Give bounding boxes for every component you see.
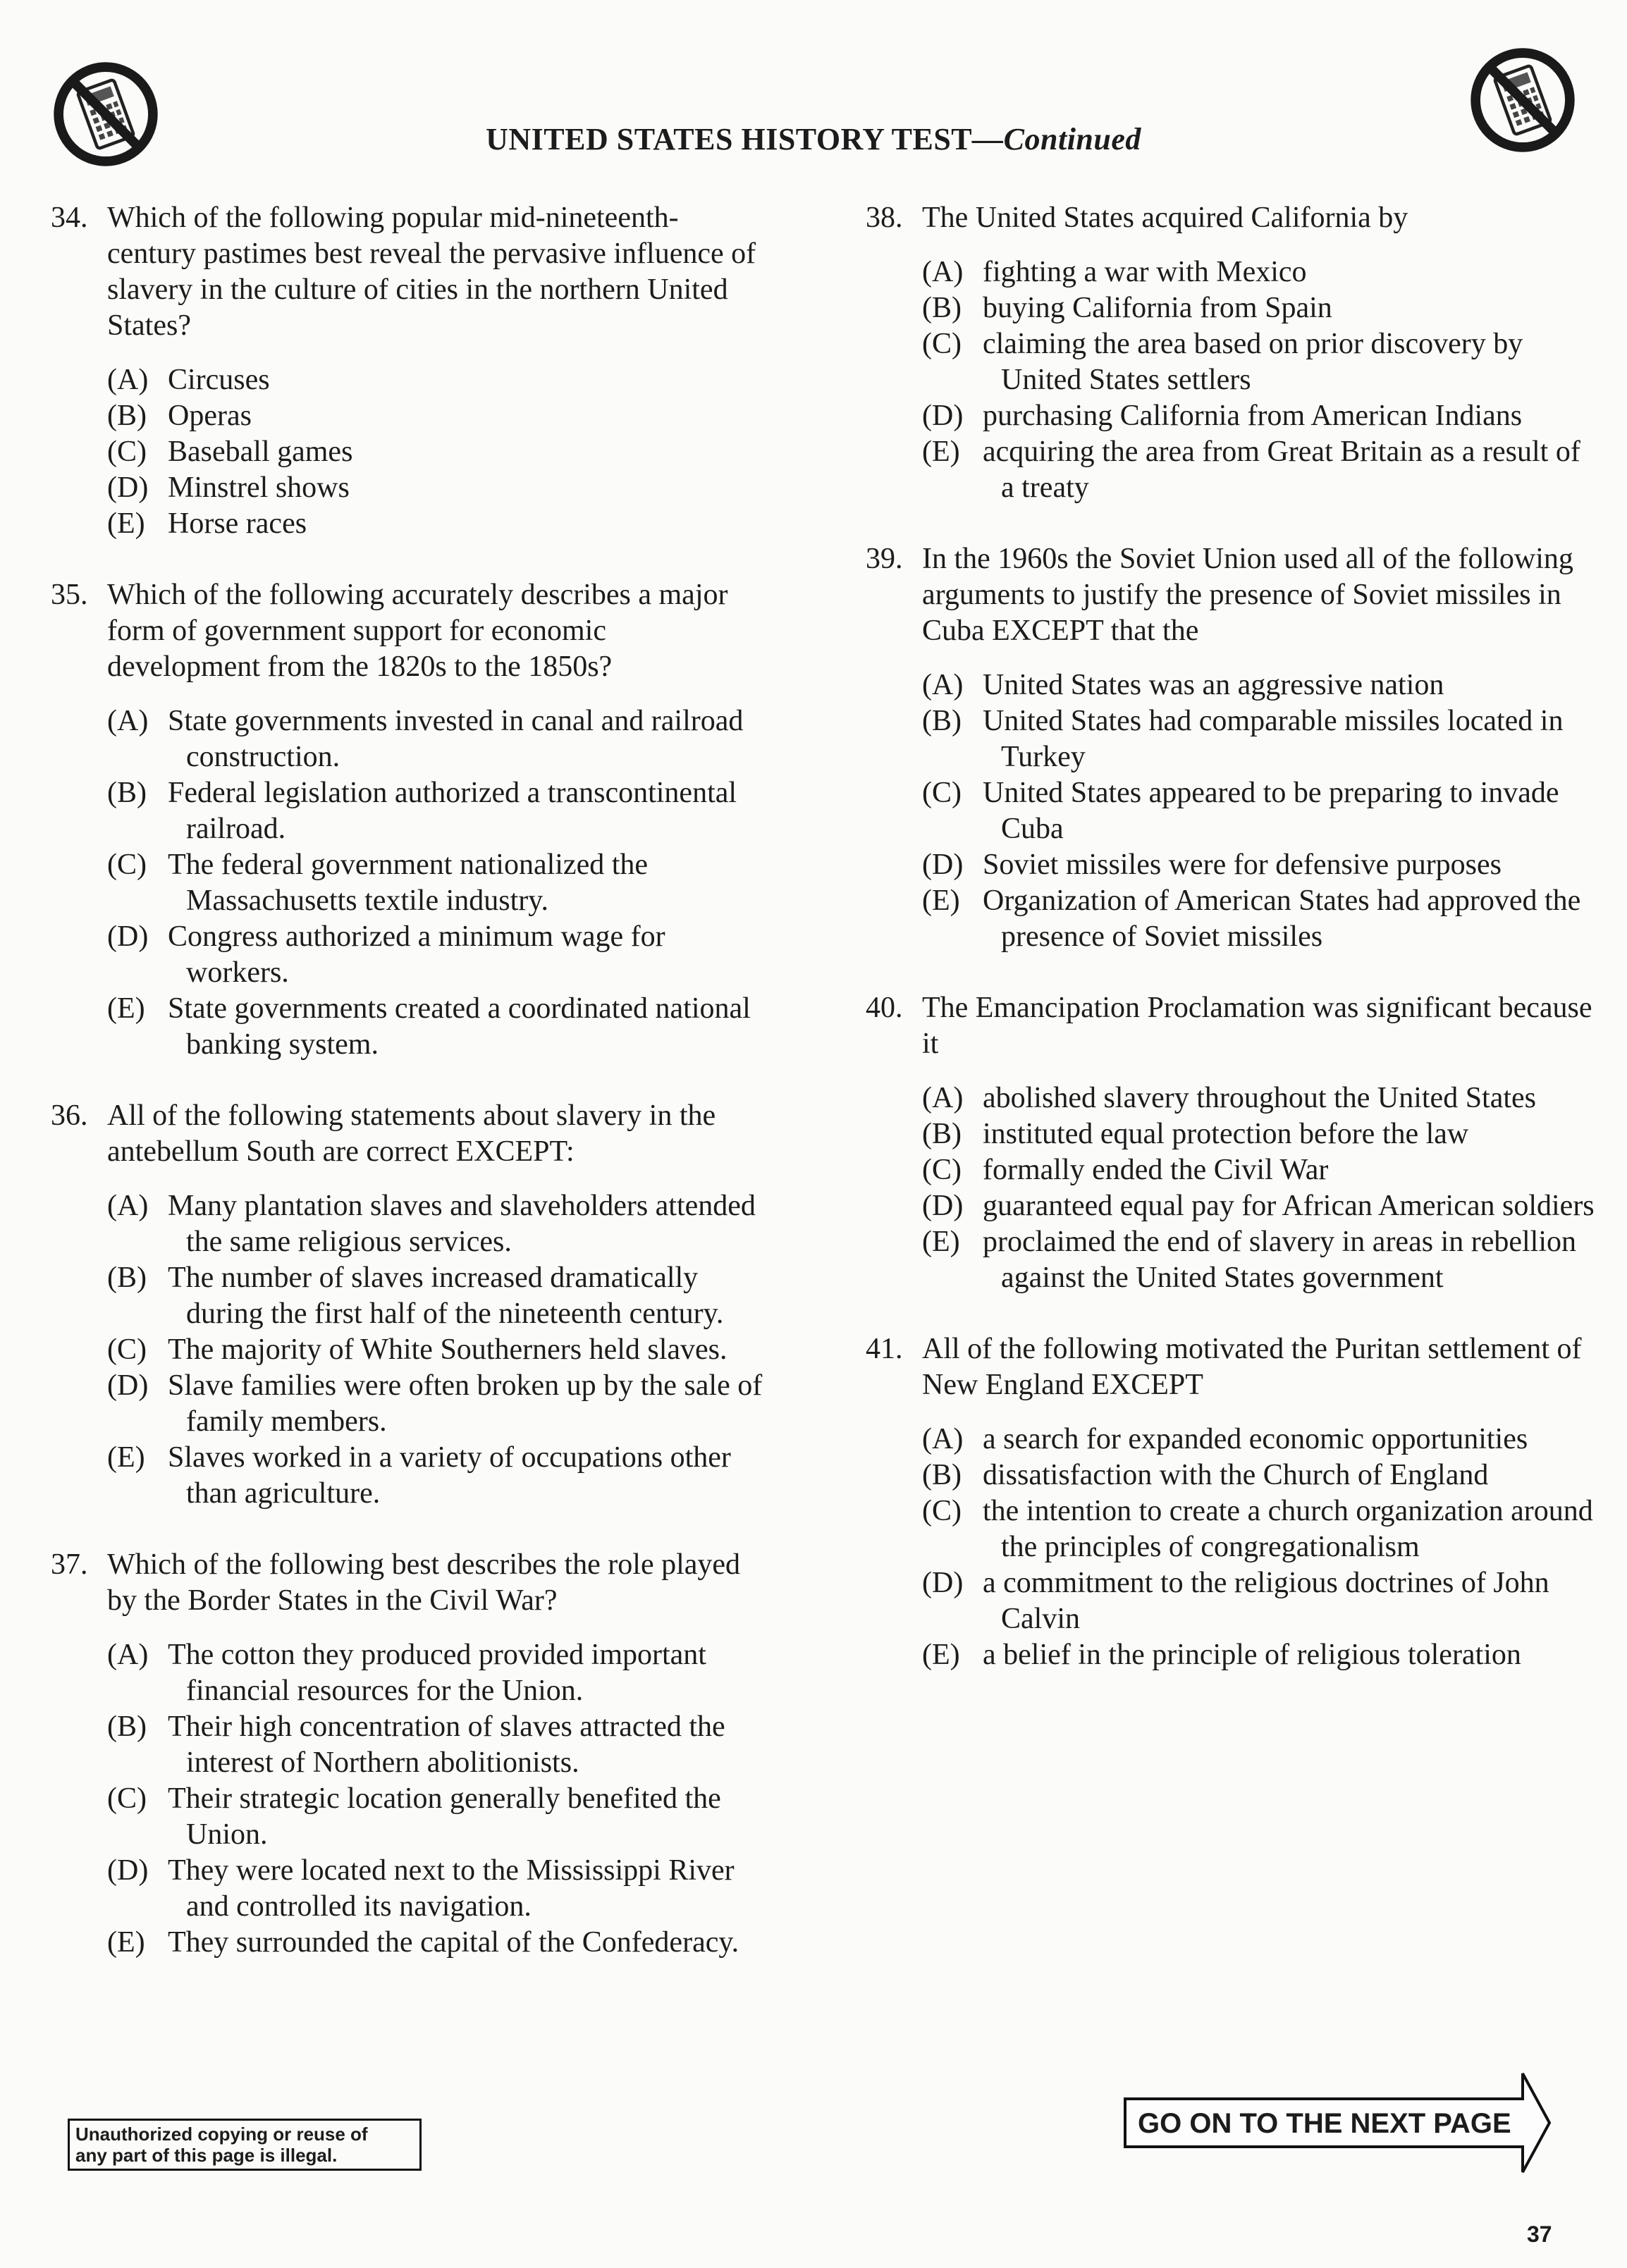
- option-text: Soviet missiles were for defensive purposes: [983, 849, 1502, 881]
- answer-option: [107, 470, 763, 506]
- answer-options: [107, 1637, 763, 1961]
- option-text: State governments created a coordinated national banking system.: [168, 992, 751, 1061]
- option-text: They were located next to the Mississippi River and controlled its navigation.: [168, 1854, 735, 1923]
- question-text: Which of the following accurately describes a major form of government support for economic development from the 1820s to the 1850s?: [107, 579, 728, 683]
- option-letter: (A): [922, 256, 964, 288]
- option-letter: (A): [922, 669, 964, 701]
- question-number: 41.: [866, 1333, 903, 1365]
- answer-option: [107, 362, 763, 398]
- option-text: instituted equal protection before the law: [983, 1118, 1469, 1150]
- option-text: The cotton they produced provided important financial resources for the Union.: [168, 1639, 706, 1707]
- option-letter: (E): [922, 1639, 960, 1671]
- answer-option: [922, 1152, 1599, 1188]
- option-text: Congress authorized a minimum wage for workers.: [168, 920, 665, 989]
- option-letter: (A): [107, 1190, 149, 1222]
- answer-option: [107, 1332, 763, 1368]
- question-40: [866, 990, 1599, 1296]
- answer-option: [922, 1188, 1599, 1224]
- option-text: United States was an aggressive nation: [983, 669, 1444, 701]
- question-37: [51, 1547, 763, 1961]
- option-letter: (B): [107, 400, 147, 432]
- option-text: The federal government nationalized the Massachusetts textile industry.: [168, 849, 649, 917]
- question-39: [866, 541, 1599, 955]
- option-text: Minstrel shows: [168, 472, 350, 504]
- option-letter: (E): [922, 436, 960, 468]
- question-stem: [866, 1331, 1599, 1403]
- option-letter: (A): [107, 705, 149, 737]
- option-text: Federal legislation authorized a transcontinental railroad.: [168, 777, 737, 845]
- answer-option: [922, 1116, 1599, 1152]
- option-text: buying California from Spain: [983, 292, 1332, 324]
- option-letter: (D): [922, 849, 964, 881]
- answer-option: [922, 1565, 1599, 1637]
- answer-options: [107, 362, 763, 542]
- option-text: Horse races: [168, 507, 307, 540]
- question-stem: [51, 577, 763, 685]
- question-stem: [51, 1547, 763, 1619]
- option-text: Many plantation slaves and slaveholders attended the same religious services.: [168, 1190, 756, 1258]
- option-letter: (B): [922, 1118, 962, 1150]
- answer-options: [922, 667, 1599, 955]
- answer-option: [922, 290, 1599, 326]
- answer-option: [922, 883, 1599, 955]
- continued-label: —Continued: [972, 122, 1141, 156]
- answer-option: [107, 703, 763, 775]
- option-text: State governments invested in canal and railroad construction.: [168, 705, 744, 773]
- option-text: abolished slavery throughout the United States: [983, 1082, 1537, 1114]
- question-text: Which of the following popular mid-nineteenth-century pastimes best reveal the pervasive influence of slavery in the culture of cities in the northern United States?: [107, 202, 756, 342]
- answer-option: [922, 1637, 1599, 1673]
- answer-option: [107, 919, 763, 991]
- option-text: They surrounded the capital of the Confederacy.: [168, 1926, 739, 1959]
- answer-option: [107, 1368, 763, 1440]
- answer-option: [922, 703, 1599, 775]
- question-text: Which of the following best describes the role played by the Border States in the Civil War?: [107, 1548, 741, 1617]
- question-stem: [51, 200, 763, 344]
- answer-options: [922, 1080, 1599, 1296]
- question-36: [51, 1098, 763, 1512]
- question-number: 39.: [866, 543, 903, 575]
- option-text: fighting a war with Mexico: [983, 256, 1307, 288]
- option-text: Slave families were often broken up by the sale of family members.: [168, 1369, 763, 1438]
- option-letter: (D): [107, 472, 149, 504]
- answer-options: [922, 1422, 1599, 1673]
- answer-option: [922, 1493, 1599, 1565]
- answer-option: [107, 1188, 763, 1260]
- answer-option: [922, 434, 1599, 506]
- question-text: In the 1960s the Soviet Union used all of the following arguments to justify the presence of Soviet missiles in Cuba EXCEPT that the: [922, 543, 1573, 647]
- answer-option: [107, 1637, 763, 1709]
- option-letter: (B): [107, 1262, 147, 1294]
- option-letter: (A): [922, 1423, 964, 1455]
- option-letter: (E): [107, 1926, 145, 1959]
- option-letter: (C): [107, 849, 147, 881]
- answer-option: [107, 991, 763, 1063]
- answer-option: [107, 398, 763, 434]
- option-letter: (D): [107, 1369, 149, 1402]
- option-text: United States appeared to be preparing to invade Cuba: [983, 777, 1559, 845]
- option-letter: (C): [922, 777, 962, 809]
- answer-options: [107, 703, 763, 1063]
- option-text: a belief in the principle of religious toleration: [983, 1639, 1521, 1671]
- option-letter: (C): [107, 436, 147, 468]
- option-letter: (A): [922, 1082, 964, 1114]
- option-text: Baseball games: [168, 436, 353, 468]
- answer-option: [922, 1457, 1599, 1493]
- page-number: 37: [1527, 2221, 1552, 2247]
- option-letter: (E): [922, 1226, 960, 1258]
- option-text: guaranteed equal pay for African American soldiers: [983, 1190, 1595, 1222]
- answer-option: [107, 847, 763, 919]
- question-stem: [866, 200, 1599, 236]
- option-letter: (B): [922, 705, 962, 737]
- question-number: 37.: [51, 1548, 88, 1581]
- option-letter: (E): [107, 507, 145, 540]
- question-text: The United States acquired California by: [922, 202, 1408, 234]
- option-text: acquiring the area from Great Britain as a result of a treaty: [983, 436, 1580, 504]
- option-text: Their high concentration of slaves attracted the interest of Northern abolitionists.: [168, 1711, 725, 1779]
- option-letter: (D): [107, 920, 149, 953]
- answer-options: [107, 1188, 763, 1512]
- question-text: The Emancipation Proclamation was significant because it: [922, 992, 1592, 1060]
- question-text: All of the following motivated the Puritan settlement of New England EXCEPT: [922, 1333, 1582, 1401]
- option-text: Slaves worked in a variety of occupations other than agriculture.: [168, 1441, 731, 1510]
- question-number: 34.: [51, 202, 88, 234]
- answer-option: [107, 1260, 763, 1332]
- answer-option: [922, 1224, 1599, 1296]
- answer-option: [922, 326, 1599, 398]
- answer-option: [922, 1422, 1599, 1457]
- question-number: 35.: [51, 579, 88, 611]
- option-letter: (C): [922, 1154, 962, 1186]
- page-title: [0, 121, 1627, 157]
- test-title: UNITED STATES HISTORY TEST: [486, 122, 973, 156]
- option-text: the intention to create a church organization around the principles of congregationalism: [983, 1495, 1593, 1563]
- left-column: [51, 200, 763, 1996]
- answer-option: [107, 1925, 763, 1961]
- option-letter: (C): [922, 328, 962, 360]
- question-number: 38.: [866, 202, 903, 234]
- option-letter: (C): [107, 1333, 147, 1366]
- copyright-line: any part of this page is illegal.: [75, 2145, 338, 2166]
- answer-option: [107, 1440, 763, 1512]
- option-letter: (B): [922, 292, 962, 324]
- question-text: All of the following statements about slavery in the antebellum South are correct EXCEPT:: [107, 1099, 716, 1168]
- answer-option: [922, 847, 1599, 883]
- option-text: Operas: [168, 400, 252, 432]
- answer-option: [107, 506, 763, 542]
- answer-option: [922, 667, 1599, 703]
- option-letter: (A): [107, 364, 149, 396]
- question-41: [866, 1331, 1599, 1673]
- option-text: formally ended the Civil War: [983, 1154, 1329, 1186]
- option-text: Their strategic location generally benefited the Union.: [168, 1782, 721, 1851]
- option-text: United States had comparable missiles located in Turkey: [983, 705, 1564, 773]
- question-stem: [866, 990, 1599, 1062]
- option-letter: (C): [107, 1782, 147, 1815]
- copyright-line: Unauthorized copying or reuse of: [75, 2124, 368, 2145]
- option-text: a search for expanded economic opportunities: [983, 1423, 1528, 1455]
- option-letter: (D): [922, 1567, 964, 1599]
- answer-option: [107, 1781, 763, 1853]
- go-on-next-page: [1122, 2071, 1554, 2175]
- option-text: The majority of White Southerners held slaves.: [168, 1333, 727, 1366]
- option-text: Circuses: [168, 364, 270, 396]
- option-letter: (C): [922, 1495, 962, 1527]
- question-35: [51, 577, 763, 1063]
- question-number: 40.: [866, 992, 903, 1024]
- question-38: [866, 200, 1599, 506]
- option-letter: (A): [107, 1639, 149, 1671]
- option-text: claiming the area based on prior discovery by United States settlers: [983, 328, 1523, 396]
- option-letter: (E): [107, 992, 145, 1025]
- answer-options: [922, 254, 1599, 506]
- option-letter: (E): [107, 1441, 145, 1474]
- option-letter: (D): [922, 1190, 964, 1222]
- option-text: The number of slaves increased dramatically during the first half of the nineteenth century.: [168, 1262, 724, 1330]
- answer-option: [922, 254, 1599, 290]
- answer-option: [107, 1709, 763, 1781]
- question-34: [51, 200, 763, 542]
- question-stem: [866, 541, 1599, 649]
- answer-option: [922, 775, 1599, 847]
- copyright-notice: [68, 2119, 422, 2171]
- option-text: a commitment to the religious doctrines of John Calvin: [983, 1567, 1549, 1635]
- option-letter: (B): [922, 1459, 962, 1491]
- question-stem: [51, 1098, 763, 1170]
- option-text: Organization of American States had approved the presence of Soviet missiles: [983, 885, 1581, 953]
- answer-option: [922, 1080, 1599, 1116]
- right-column: [866, 200, 1599, 1708]
- next-page-label: GO ON TO THE NEXT PAGE: [1138, 2108, 1511, 2139]
- option-text: proclaimed the end of slavery in areas in rebellion against the United States government: [983, 1226, 1577, 1294]
- option-letter: (D): [107, 1854, 149, 1887]
- option-text: dissatisfaction with the Church of England: [983, 1459, 1489, 1491]
- option-letter: (D): [922, 400, 964, 432]
- option-letter: (E): [922, 885, 960, 917]
- option-text: purchasing California from American Indians: [983, 400, 1523, 432]
- option-letter: (B): [107, 1711, 147, 1743]
- option-letter: (B): [107, 777, 147, 809]
- answer-option: [107, 1853, 763, 1925]
- answer-option: [107, 775, 763, 847]
- answer-option: [107, 434, 763, 470]
- answer-option: [922, 398, 1599, 434]
- question-number: 36.: [51, 1099, 88, 1132]
